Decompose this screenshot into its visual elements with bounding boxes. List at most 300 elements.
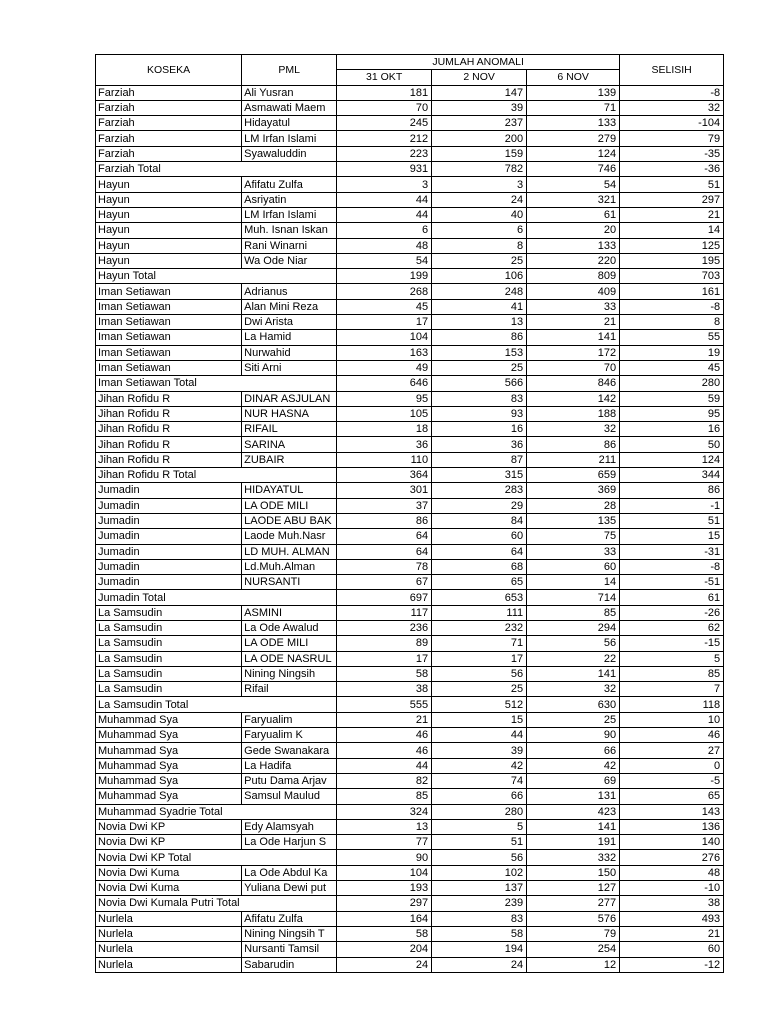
selisih-cell: 0 (620, 758, 724, 773)
pml-cell (242, 896, 337, 911)
table-row (96, 452, 724, 467)
koseka-cell: Muhammad Sya (96, 789, 242, 804)
pml-cell: LA ODE MILI (242, 498, 337, 513)
value-31-okt-cell: 117 (337, 605, 432, 620)
value-31-okt-cell: 44 (337, 207, 432, 222)
koseka-cell: Jumadin (96, 575, 242, 590)
value-6-nov-cell: 127 (527, 881, 620, 896)
selisih-cell: 27 (620, 743, 724, 758)
value-31-okt-cell: 555 (337, 697, 432, 712)
value-6-nov-cell: 54 (527, 177, 620, 192)
value-2-nov-cell: 25 (432, 682, 527, 697)
value-2-nov-cell: 315 (432, 468, 527, 483)
table-row (96, 85, 724, 100)
header-pml: PML (242, 55, 337, 86)
selisih-cell: 32 (620, 100, 724, 115)
value-2-nov-cell: 102 (432, 865, 527, 880)
value-6-nov-cell: 576 (527, 911, 620, 926)
table-row (96, 942, 724, 957)
value-2-nov-cell: 71 (432, 636, 527, 651)
value-6-nov-cell: 294 (527, 620, 620, 635)
value-6-nov-cell: 32 (527, 682, 620, 697)
value-6-nov-cell: 220 (527, 253, 620, 268)
koseka-cell: Iman Setiawan (96, 299, 242, 314)
header-2-nov: 2 NOV (432, 70, 527, 85)
value-6-nov-cell: 33 (527, 544, 620, 559)
koseka-cell: Farziah Total (96, 162, 242, 177)
value-2-nov-cell: 56 (432, 850, 527, 865)
table-row (96, 575, 724, 590)
value-6-nov-cell: 142 (527, 391, 620, 406)
value-6-nov-cell: 846 (527, 376, 620, 391)
value-6-nov-cell: 79 (527, 926, 620, 941)
selisih-cell: -8 (620, 85, 724, 100)
header-31-okt: 31 OKT (337, 70, 432, 85)
value-31-okt-cell: 236 (337, 620, 432, 635)
value-2-nov-cell: 653 (432, 590, 527, 605)
value-2-nov-cell: 8 (432, 238, 527, 253)
koseka-cell: Jihan Rofidu R (96, 437, 242, 452)
koseka-cell: Muhammad Sya (96, 712, 242, 727)
value-6-nov-cell: 61 (527, 207, 620, 222)
value-31-okt-cell: 78 (337, 559, 432, 574)
pml-cell: Edy Alamsyah (242, 819, 337, 834)
koseka-cell: Novia Dwi Kuma (96, 865, 242, 880)
selisih-cell: 16 (620, 422, 724, 437)
value-31-okt-cell: 18 (337, 422, 432, 437)
value-31-okt-cell: 268 (337, 284, 432, 299)
value-2-nov-cell: 64 (432, 544, 527, 559)
value-6-nov-cell: 66 (527, 743, 620, 758)
koseka-cell: Nurlela (96, 911, 242, 926)
table-row (96, 513, 724, 528)
selisih-cell: 50 (620, 437, 724, 452)
pml-cell: Nursanti Tamsil (242, 942, 337, 957)
value-2-nov-cell: 194 (432, 942, 527, 957)
koseka-cell: Novia Dwi KP Total (96, 850, 242, 865)
value-31-okt-cell: 164 (337, 911, 432, 926)
value-6-nov-cell: 42 (527, 758, 620, 773)
value-2-nov-cell: 13 (432, 315, 527, 330)
selisih-cell: -35 (620, 146, 724, 161)
pml-cell: Yuliana Dewi put (242, 881, 337, 896)
value-6-nov-cell: 211 (527, 452, 620, 467)
table-row (96, 177, 724, 192)
value-31-okt-cell: 110 (337, 452, 432, 467)
koseka-cell: Novia Dwi Kuma (96, 881, 242, 896)
total-row (96, 269, 724, 284)
value-6-nov-cell: 746 (527, 162, 620, 177)
table-row (96, 743, 724, 758)
selisih-cell: 140 (620, 835, 724, 850)
selisih-cell: 46 (620, 728, 724, 743)
selisih-cell: -5 (620, 773, 724, 788)
pml-cell: Asriyatin (242, 192, 337, 207)
value-31-okt-cell: 181 (337, 85, 432, 100)
koseka-cell: Jumadin (96, 483, 242, 498)
value-6-nov-cell: 254 (527, 942, 620, 957)
value-31-okt-cell: 77 (337, 835, 432, 850)
value-2-nov-cell: 40 (432, 207, 527, 222)
value-6-nov-cell: 150 (527, 865, 620, 880)
value-6-nov-cell: 409 (527, 284, 620, 299)
table-body (96, 85, 724, 972)
koseka-cell: Farziah (96, 146, 242, 161)
table-row (96, 835, 724, 850)
selisih-cell: 65 (620, 789, 724, 804)
value-31-okt-cell: 21 (337, 712, 432, 727)
pml-cell: Hidayatul (242, 116, 337, 131)
value-2-nov-cell: 232 (432, 620, 527, 635)
koseka-cell: Iman Setiawan (96, 345, 242, 360)
value-31-okt-cell: 212 (337, 131, 432, 146)
value-31-okt-cell: 697 (337, 590, 432, 605)
pml-cell: LA ODE NASRUL (242, 651, 337, 666)
koseka-cell: Nurlela (96, 957, 242, 972)
value-31-okt-cell: 223 (337, 146, 432, 161)
selisih-cell: 59 (620, 391, 724, 406)
koseka-cell: La Samsudin Total (96, 697, 242, 712)
table-row (96, 315, 724, 330)
table-row (96, 207, 724, 222)
table-row (96, 330, 724, 345)
value-2-nov-cell: 5 (432, 819, 527, 834)
value-6-nov-cell: 133 (527, 238, 620, 253)
pml-cell: Adrianus (242, 284, 337, 299)
koseka-cell: Hayun (96, 192, 242, 207)
value-6-nov-cell: 141 (527, 666, 620, 681)
selisih-cell: -15 (620, 636, 724, 651)
value-31-okt-cell: 58 (337, 666, 432, 681)
selisih-cell: 48 (620, 865, 724, 880)
value-2-nov-cell: 56 (432, 666, 527, 681)
koseka-cell: Jihan Rofidu R (96, 452, 242, 467)
pml-cell (242, 269, 337, 284)
value-6-nov-cell: 369 (527, 483, 620, 498)
selisih-cell: 51 (620, 513, 724, 528)
value-2-nov-cell: 65 (432, 575, 527, 590)
total-row (96, 376, 724, 391)
value-2-nov-cell: 15 (432, 712, 527, 727)
value-31-okt-cell: 105 (337, 406, 432, 421)
pml-cell: Nurwahid (242, 345, 337, 360)
value-31-okt-cell: 163 (337, 345, 432, 360)
table-row (96, 146, 724, 161)
value-2-nov-cell: 17 (432, 651, 527, 666)
koseka-cell: La Samsudin (96, 605, 242, 620)
table-row (96, 345, 724, 360)
selisih-cell: -31 (620, 544, 724, 559)
koseka-cell: Jumadin (96, 544, 242, 559)
value-6-nov-cell: 21 (527, 315, 620, 330)
table-row (96, 360, 724, 375)
pml-cell: Rani Winarni (242, 238, 337, 253)
table-row (96, 789, 724, 804)
value-2-nov-cell: 3 (432, 177, 527, 192)
total-row (96, 468, 724, 483)
selisih-cell: 344 (620, 468, 724, 483)
value-2-nov-cell: 39 (432, 100, 527, 115)
selisih-cell: 10 (620, 712, 724, 727)
table-row (96, 253, 724, 268)
total-row (96, 850, 724, 865)
value-31-okt-cell: 301 (337, 483, 432, 498)
pml-cell: ASMINI (242, 605, 337, 620)
pml-cell: Laode Muh.Nasr (242, 529, 337, 544)
value-31-okt-cell: 38 (337, 682, 432, 697)
value-2-nov-cell: 83 (432, 911, 527, 926)
selisih-cell: 62 (620, 620, 724, 635)
koseka-cell: Hayun (96, 253, 242, 268)
koseka-cell: Iman Setiawan (96, 284, 242, 299)
table-row (96, 192, 724, 207)
koseka-cell: La Samsudin (96, 636, 242, 651)
selisih-cell: 55 (620, 330, 724, 345)
selisih-cell: 118 (620, 697, 724, 712)
value-2-nov-cell: 58 (432, 926, 527, 941)
value-31-okt-cell: 204 (337, 942, 432, 957)
total-row (96, 162, 724, 177)
koseka-cell: La Samsudin (96, 620, 242, 635)
pml-cell: NUR HASNA (242, 406, 337, 421)
pml-cell: Gede Swanakara (242, 743, 337, 758)
table-row (96, 299, 724, 314)
value-31-okt-cell: 64 (337, 544, 432, 559)
value-2-nov-cell: 137 (432, 881, 527, 896)
value-31-okt-cell: 104 (337, 865, 432, 880)
pml-cell: Afifatu Zulfa (242, 911, 337, 926)
value-2-nov-cell: 44 (432, 728, 527, 743)
pml-cell: La Ode Awalud (242, 620, 337, 635)
value-31-okt-cell: 45 (337, 299, 432, 314)
koseka-cell: Iman Setiawan (96, 330, 242, 345)
pml-cell (242, 468, 337, 483)
value-2-nov-cell: 60 (432, 529, 527, 544)
value-31-okt-cell: 3 (337, 177, 432, 192)
koseka-cell: Jumadin (96, 529, 242, 544)
koseka-cell: Jihan Rofidu R (96, 422, 242, 437)
pml-cell: Syawaluddin (242, 146, 337, 161)
value-2-nov-cell: 24 (432, 957, 527, 972)
table-row (96, 636, 724, 651)
value-2-nov-cell: 74 (432, 773, 527, 788)
pml-cell: LD MUH. ALMAN (242, 544, 337, 559)
selisih-cell: 21 (620, 926, 724, 941)
value-2-nov-cell: 159 (432, 146, 527, 161)
selisih-cell: 60 (620, 942, 724, 957)
value-6-nov-cell: 321 (527, 192, 620, 207)
pml-cell: SARINA (242, 437, 337, 452)
koseka-cell: La Samsudin (96, 666, 242, 681)
value-6-nov-cell: 70 (527, 360, 620, 375)
selisih-cell: 125 (620, 238, 724, 253)
koseka-cell: Nurlela (96, 926, 242, 941)
pml-cell: Ld.Muh.Alman (242, 559, 337, 574)
value-2-nov-cell: 566 (432, 376, 527, 391)
value-2-nov-cell: 25 (432, 360, 527, 375)
value-31-okt-cell: 245 (337, 116, 432, 131)
total-row (96, 804, 724, 819)
value-2-nov-cell: 239 (432, 896, 527, 911)
value-2-nov-cell: 39 (432, 743, 527, 758)
pml-cell: Sabarudin (242, 957, 337, 972)
table-row (96, 911, 724, 926)
value-6-nov-cell: 90 (527, 728, 620, 743)
value-6-nov-cell: 20 (527, 223, 620, 238)
header-6-nov: 6 NOV (527, 70, 620, 85)
koseka-cell: Iman Setiawan (96, 315, 242, 330)
selisih-cell: 51 (620, 177, 724, 192)
table-row (96, 773, 724, 788)
selisih-cell: 143 (620, 804, 724, 819)
value-2-nov-cell: 66 (432, 789, 527, 804)
total-row (96, 896, 724, 911)
koseka-cell: Nurlela (96, 942, 242, 957)
value-2-nov-cell: 51 (432, 835, 527, 850)
value-6-nov-cell: 141 (527, 330, 620, 345)
koseka-cell: Hayun (96, 207, 242, 222)
value-31-okt-cell: 297 (337, 896, 432, 911)
selisih-cell: 161 (620, 284, 724, 299)
value-2-nov-cell: 111 (432, 605, 527, 620)
value-6-nov-cell: 423 (527, 804, 620, 819)
table-row (96, 223, 724, 238)
value-6-nov-cell: 659 (527, 468, 620, 483)
value-31-okt-cell: 17 (337, 651, 432, 666)
value-6-nov-cell: 75 (527, 529, 620, 544)
selisih-cell: 280 (620, 376, 724, 391)
pml-cell (242, 804, 337, 819)
value-31-okt-cell: 646 (337, 376, 432, 391)
table-row (96, 116, 724, 131)
pml-cell: Faryualim K (242, 728, 337, 743)
value-6-nov-cell: 277 (527, 896, 620, 911)
pml-cell: Rifail (242, 682, 337, 697)
value-31-okt-cell: 82 (337, 773, 432, 788)
value-6-nov-cell: 124 (527, 146, 620, 161)
value-6-nov-cell: 22 (527, 651, 620, 666)
pml-cell: Wa Ode Niar (242, 253, 337, 268)
selisih-cell: 15 (620, 529, 724, 544)
value-31-okt-cell: 324 (337, 804, 432, 819)
pml-cell: LA ODE MILI (242, 636, 337, 651)
value-31-okt-cell: 48 (337, 238, 432, 253)
value-6-nov-cell: 33 (527, 299, 620, 314)
pml-cell: DINAR ASJULAN (242, 391, 337, 406)
value-6-nov-cell: 86 (527, 437, 620, 452)
value-31-okt-cell: 90 (337, 850, 432, 865)
selisih-cell: -1 (620, 498, 724, 513)
value-2-nov-cell: 512 (432, 697, 527, 712)
table-row (96, 881, 724, 896)
value-6-nov-cell: 141 (527, 819, 620, 834)
table-row (96, 926, 724, 941)
table-row (96, 391, 724, 406)
table-row (96, 605, 724, 620)
value-31-okt-cell: 70 (337, 100, 432, 115)
selisih-cell: -26 (620, 605, 724, 620)
value-2-nov-cell: 106 (432, 269, 527, 284)
selisih-cell: -51 (620, 575, 724, 590)
koseka-cell: Farziah (96, 100, 242, 115)
value-2-nov-cell: 283 (432, 483, 527, 498)
table-row (96, 682, 724, 697)
value-2-nov-cell: 84 (432, 513, 527, 528)
koseka-cell: Hayun (96, 238, 242, 253)
pml-cell: Putu Dama Arjav (242, 773, 337, 788)
value-31-okt-cell: 95 (337, 391, 432, 406)
pml-cell: Faryualim (242, 712, 337, 727)
table-row (96, 666, 724, 681)
table-row (96, 865, 724, 880)
selisih-cell: 85 (620, 666, 724, 681)
value-31-okt-cell: 49 (337, 360, 432, 375)
value-2-nov-cell: 29 (432, 498, 527, 513)
selisih-cell: 195 (620, 253, 724, 268)
value-31-okt-cell: 199 (337, 269, 432, 284)
selisih-cell: -8 (620, 559, 724, 574)
value-2-nov-cell: 147 (432, 85, 527, 100)
selisih-cell: 8 (620, 315, 724, 330)
value-31-okt-cell: 364 (337, 468, 432, 483)
value-31-okt-cell: 86 (337, 513, 432, 528)
pml-cell: NURSANTI (242, 575, 337, 590)
pml-cell: ZUBAIR (242, 452, 337, 467)
pml-cell: RIFAIL (242, 422, 337, 437)
koseka-cell: Iman Setiawan (96, 360, 242, 375)
selisih-cell: 703 (620, 269, 724, 284)
value-6-nov-cell: 60 (527, 559, 620, 574)
value-6-nov-cell: 714 (527, 590, 620, 605)
selisih-cell: 86 (620, 483, 724, 498)
value-2-nov-cell: 36 (432, 437, 527, 452)
table-row (96, 406, 724, 421)
pml-cell: Asmawati Maem (242, 100, 337, 115)
table-row (96, 957, 724, 972)
selisih-cell: 21 (620, 207, 724, 222)
header-koseka: KOSEKA (96, 55, 242, 86)
selisih-cell: -8 (620, 299, 724, 314)
value-6-nov-cell: 25 (527, 712, 620, 727)
value-2-nov-cell: 200 (432, 131, 527, 146)
value-31-okt-cell: 36 (337, 437, 432, 452)
value-6-nov-cell: 135 (527, 513, 620, 528)
table-row (96, 819, 724, 834)
value-2-nov-cell: 42 (432, 758, 527, 773)
value-2-nov-cell: 41 (432, 299, 527, 314)
value-6-nov-cell: 630 (527, 697, 620, 712)
value-31-okt-cell: 46 (337, 743, 432, 758)
value-31-okt-cell: 46 (337, 728, 432, 743)
selisih-cell: -10 (620, 881, 724, 896)
value-6-nov-cell: 332 (527, 850, 620, 865)
value-31-okt-cell: 44 (337, 192, 432, 207)
selisih-cell: 79 (620, 131, 724, 146)
value-6-nov-cell: 69 (527, 773, 620, 788)
koseka-cell: Farziah (96, 85, 242, 100)
value-6-nov-cell: 131 (527, 789, 620, 804)
koseka-cell: Hayun Total (96, 269, 242, 284)
value-6-nov-cell: 32 (527, 422, 620, 437)
selisih-cell: 136 (620, 819, 724, 834)
selisih-cell: 124 (620, 452, 724, 467)
pml-cell: Nining Ningsih (242, 666, 337, 681)
selisih-cell: 276 (620, 850, 724, 865)
selisih-cell: 14 (620, 223, 724, 238)
koseka-cell: La Samsudin (96, 682, 242, 697)
value-6-nov-cell: 85 (527, 605, 620, 620)
pml-cell: Afifatu Zulfa (242, 177, 337, 192)
